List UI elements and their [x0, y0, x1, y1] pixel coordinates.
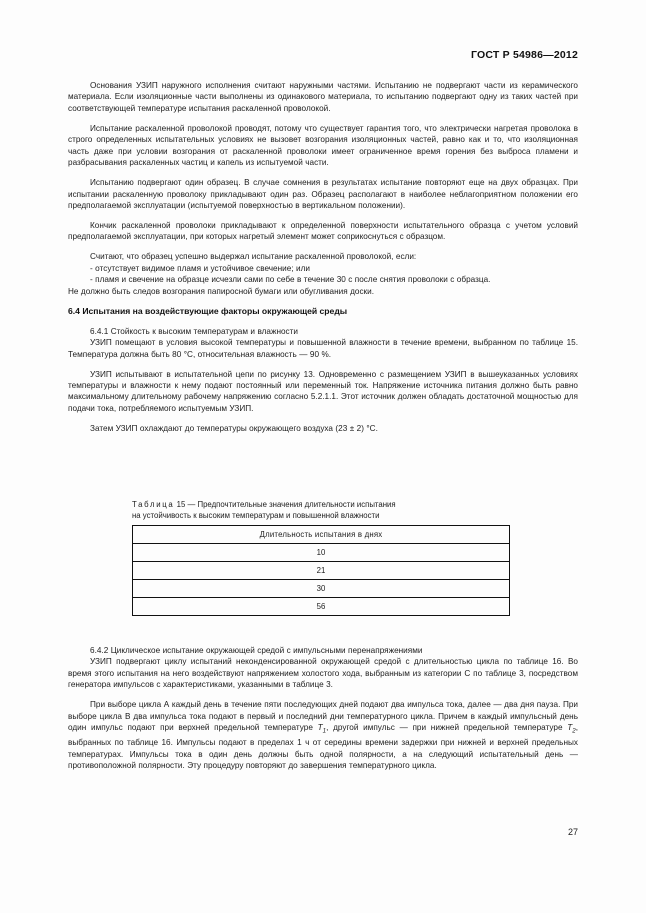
cell-duration-days: 21 — [133, 562, 510, 580]
table-caption-label: Таблица — [132, 500, 175, 509]
table-15-block — [132, 499, 510, 616]
variable-T1-subscript: 1 — [322, 727, 327, 735]
table-row — [133, 562, 510, 580]
variable-T2 — [567, 723, 576, 735]
table-caption-number: 15 — [176, 500, 186, 509]
table-row — [133, 580, 510, 598]
table-caption-title-line2: на устойчивость к высоким температурам и повышенной влажности — [132, 511, 380, 520]
criteria-item-no-flame: - отсутствует видимое пламя и устойчивое свечение; или — [90, 263, 310, 273]
paragraph-wire-tip-application: Кончик раскаленной проволоки прикладывают к определенной поверхности испытательного образца с учетом условий предполагаемой эксплуатации, при которых нагретый элемент может соприкоснуться с образцом. — [68, 221, 578, 242]
paragraph-cycle-a-b-details — [68, 699, 578, 771]
variable-T1-symbol: T — [317, 723, 323, 733]
body-text-lower — [68, 645, 578, 772]
paragraph-cooldown-ambient: Затем УЗИП охлаждают до температуры окружающего воздуха (23 ± 2) °С. — [90, 423, 378, 433]
cell-duration-days: 10 — [133, 544, 510, 562]
variable-T2-subscript: 2 — [572, 727, 576, 735]
column-header-duration: Длительность испытания в днях — [133, 526, 510, 544]
paragraph-humidity-conditions: УЗИП помещают в условия высокой температуры и повышенной влажности в течение времени, выбранном по таблице 15. Температура должна быть 80 °С, относительная влажность — 90 %. — [68, 338, 578, 359]
final-paragraph-tail: , выбранных по таблице 16. Импульсы подают в пределах 1 ч от середины времени задержки при нижней и верхней предельных температурах. Импульсы тока в один день должны быть одной полярности, а на следующий испытательный день — противоположной полярности. Эту процедуру повторяют до завершения температурного цикла. — [68, 723, 578, 771]
variable-T2-symbol: T — [567, 723, 573, 733]
variable-T1 — [317, 723, 327, 735]
paragraph-glow-wire-rationale: Испытание раскаленной проволокой проводят, потому что существует гарантия того, что электрически нагретая проволока в строго определенных испытательных условиях не вызовет возгорания изоляционных частей, равно как и то, что изоляционная часть даже при условии возгорания от раскаленной проволоки имеет ограниченное время горения без выброса пламени и разбрасывания раскаленных частиц и капель из испытуемой части. — [68, 123, 578, 168]
criteria-item-self-extinguish: - пламя и свечение на образце исчезли сами по себе в течение 30 с после снятия проволоки с образца. — [90, 275, 491, 285]
table-header-row — [133, 526, 510, 544]
table-row — [133, 598, 510, 616]
paragraph-pass-criteria-intro: Считают, что образец успешно выдержал испытание раскаленной проволокой, если: — [90, 252, 417, 262]
subsection-heading-6-4-2: 6.4.2 Циклическое испытание окружающей средой с импульсными перенапряжениями — [90, 646, 423, 655]
table-15-caption — [132, 499, 510, 521]
table-caption-dash: — — [187, 500, 196, 509]
cell-duration-days: 30 — [133, 580, 510, 598]
paragraph-cycle-test-description: УЗИП подвергают циклу испытаний неконденсированной окружающей средой с длительностью цикла по таблице 16. Во время этого испытания на него воздействуют напряжением холостого хода, выбранным из категории С по таблице 3, посредством генератора импульсов с характеристиками, указанными в таблице 3. — [68, 657, 578, 690]
paragraph-sample-count: Испытанию подвергают один образец. В случае сомнения в результатах испытание повторяют еще на двух образцах. При испытании раскаленную проволоку прикладывают один раз. Образец располагают в наиболее неблагоприятном положении его предполагаемой эксплуатации (испытуемой поверхностью в вертикальном положении). — [68, 178, 578, 211]
paragraph-tissue-paper-note: Не должно быть следов возгорания папиросной бумаги или обугливания доски. — [68, 286, 375, 296]
table-15 — [132, 525, 510, 616]
body-text-upper — [68, 80, 578, 434]
final-paragraph-middle: , другой импульс — при нижней предельной температуре — [326, 723, 568, 733]
section-heading-6-4: 6.4 Испытания на воздействующие факторы окружающей среды — [68, 305, 348, 316]
paragraph-grounds-outdoor: Основания УЗИП наружного исполнения считают наружными частями. Испытанию не подвергают части из керамического материала. Если изоляционные части выполнены из одинакового материала, то испытанию подвергают одну из таких частей при соответствующей температуре испытания раскаленной проволокой. — [68, 81, 578, 113]
final-paragraph-lead: При выборе цикла А каждый день в течение пяти последующих дней подают два импульса тока, далее — два дня пауза. При выборе цикла В два импульса тока подают в первый и последний дни температурного цикла. Причем в каждый импульсный день один импульс подают при верхней предельной температуре — [68, 700, 578, 733]
subsection-heading-6-4-1: 6.4.1 Стойкость к высоким температурам и влажности — [90, 326, 299, 336]
running-header-standard-number: ГОСТ Р 54986—2012 — [470, 49, 578, 61]
table-row — [133, 544, 510, 562]
cell-duration-days: 56 — [133, 598, 510, 616]
page-number: 27 — [567, 827, 578, 837]
paragraph-test-circuit-figure13: УЗИП испытывают в испытательной цепи по рисунку 13. Одновременно с размещением УЗИП в вышеуказанных условиях температуры и влажности к нему подают постоянный или переменный ток. Напряжение источника питания должно быть равно максимальному длительному рабочему напряжению согласно 5.2.1.1. Этот источник должен обладать достаточной мощностью для подачи тока, потребляемого испытуемым УЗИП. — [68, 369, 578, 413]
table-caption-title-line1: Предпочтительные значения длительности испытания — [197, 500, 396, 509]
